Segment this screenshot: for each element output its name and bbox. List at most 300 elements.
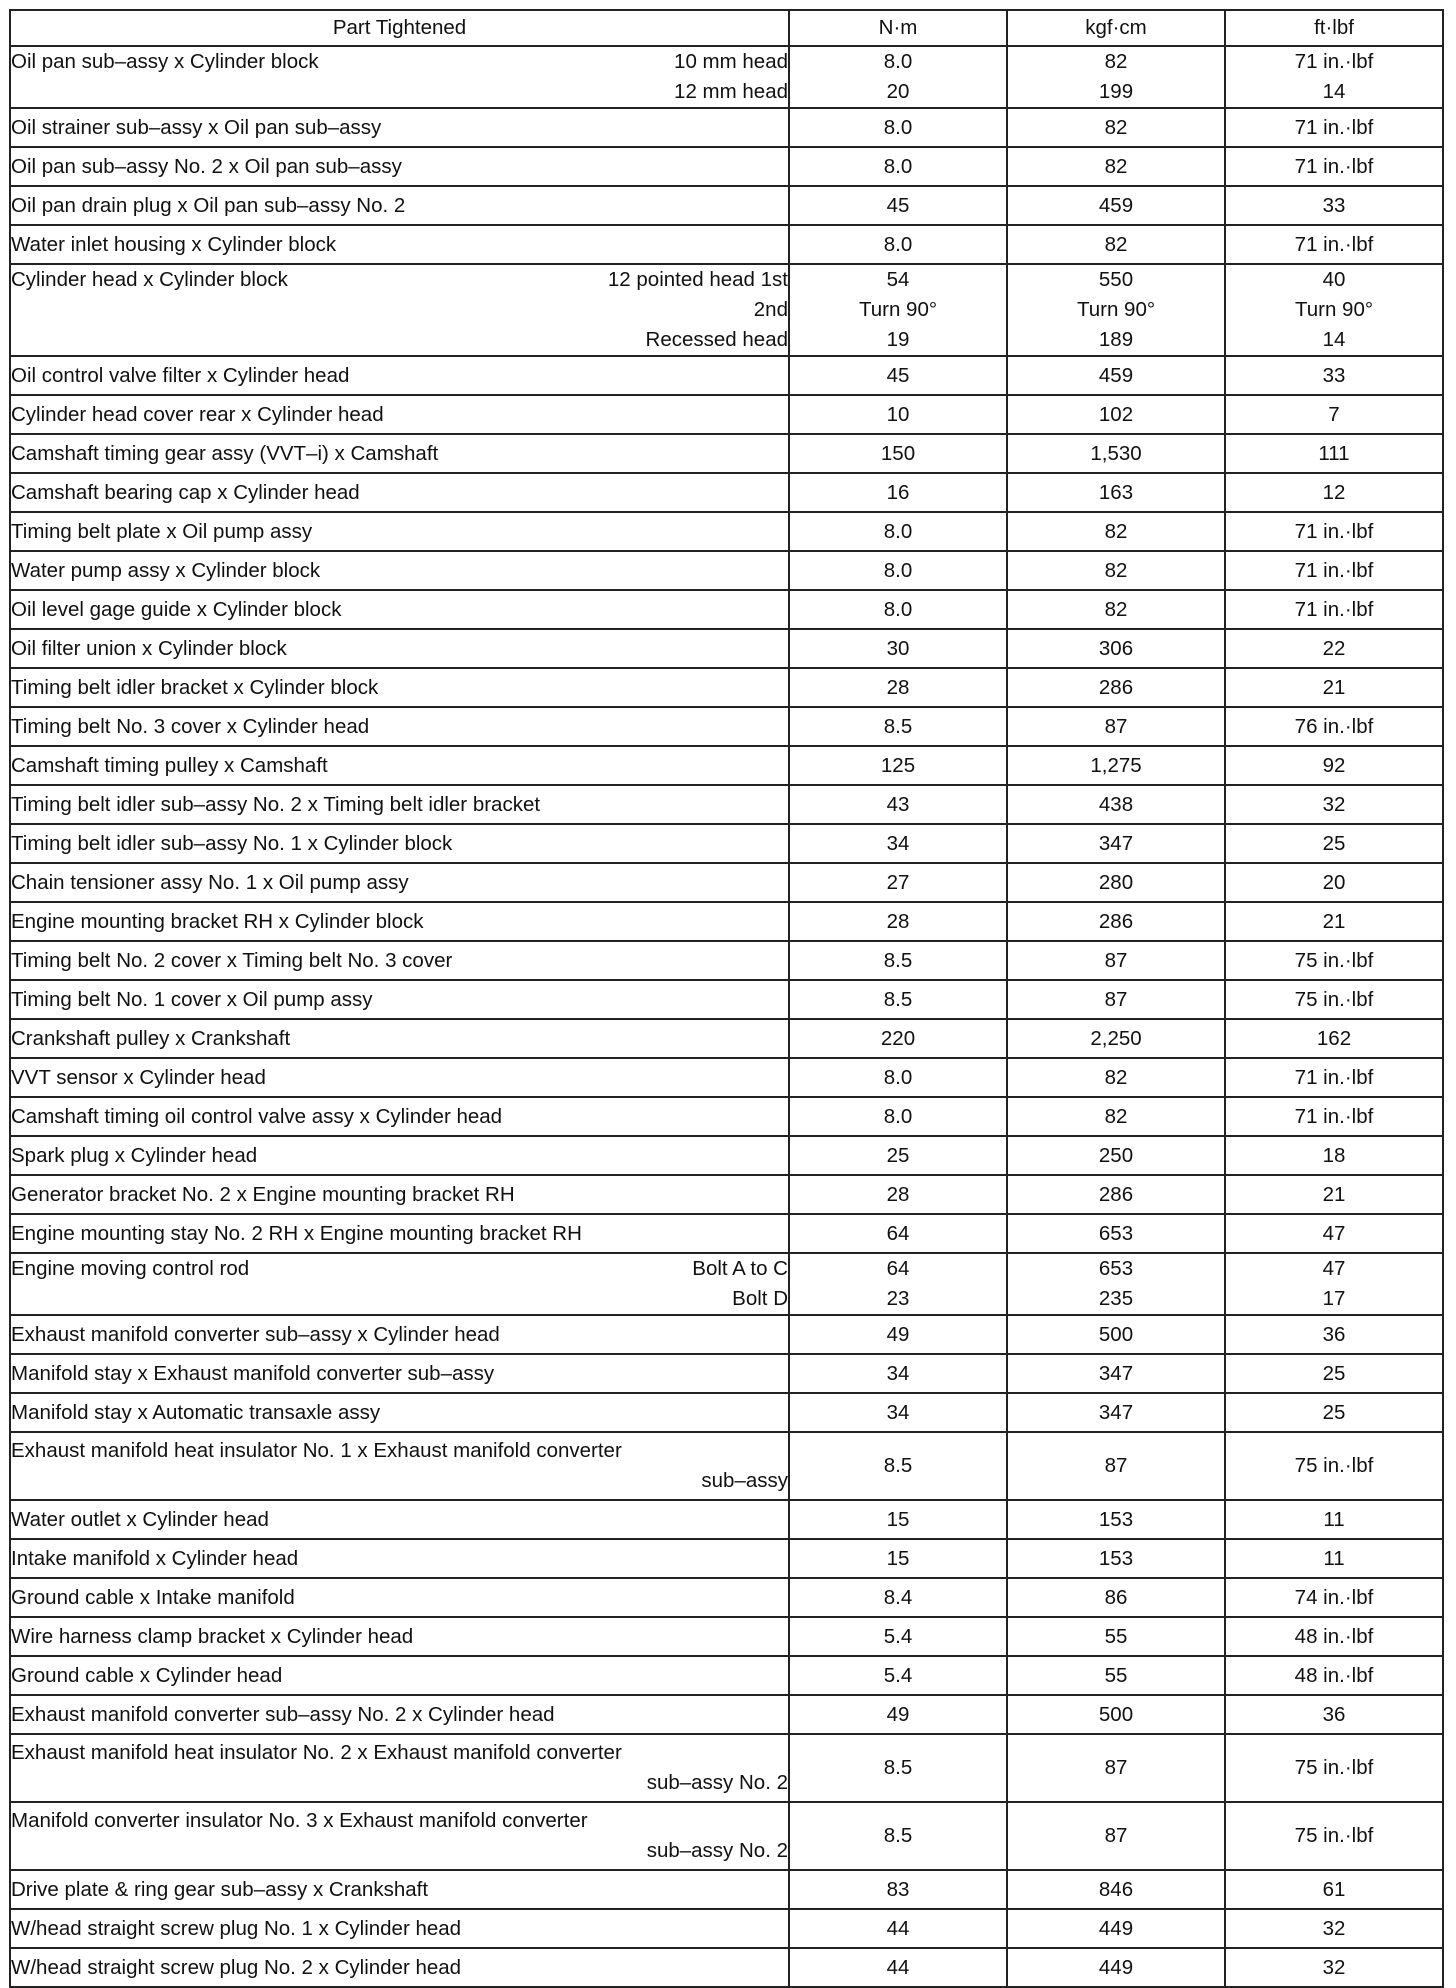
nm-cell	[789, 512, 1007, 551]
kgf-cm-cell	[1007, 1214, 1225, 1253]
nm-cell	[789, 1393, 1007, 1432]
part-tightened-cell	[10, 551, 789, 590]
table-row	[10, 668, 1443, 707]
kgf-cm-value: 102	[1098, 402, 1134, 426]
nm-value: 125	[880, 753, 916, 777]
table-row	[10, 980, 1443, 1019]
ft-lbf-value: 76 in.·lbf	[1294, 714, 1374, 738]
nm-cell	[789, 1500, 1007, 1539]
nm-cell	[789, 824, 1007, 863]
nm-cell	[789, 785, 1007, 824]
part-name: Timing belt idler bracket x Cylinder block	[11, 675, 379, 699]
ft-lbf-value: 71 in.·lbf	[1294, 1104, 1374, 1128]
nm-value: 8.0	[883, 115, 913, 139]
part-line	[11, 985, 788, 1015]
ft-lbf-cell	[1225, 746, 1443, 785]
part-name: Crankshaft pulley x Crankshaft	[11, 1026, 291, 1050]
part-name: Wire harness clamp bracket x Cylinder head	[11, 1624, 414, 1648]
ft-lbf-cell	[1225, 1802, 1443, 1870]
kgf-cm-value: 280	[1098, 870, 1134, 894]
part-tightened-cell	[10, 395, 789, 434]
ft-lbf-cell	[1225, 186, 1443, 225]
part-line	[11, 634, 788, 664]
nm-cell	[789, 1175, 1007, 1214]
part-tightened-cell	[10, 707, 789, 746]
ft-lbf-value: 75 in.·lbf	[1294, 1756, 1374, 1779]
part-tightened-cell	[10, 473, 789, 512]
part-name: Timing belt idler sub–assy No. 2 x Timing belt idler bracket	[11, 792, 541, 816]
table-row	[10, 395, 1443, 434]
part-name: Ground cable x Intake manifold	[11, 1585, 295, 1609]
kgf-cm-value: 235	[1098, 1287, 1134, 1310]
part-name: Camshaft timing oil control valve assy x Cylinder head	[11, 1104, 503, 1128]
part-line	[11, 1320, 788, 1350]
table-row	[10, 746, 1443, 785]
header-row	[10, 10, 1443, 46]
ft-lbf-cell	[1225, 707, 1443, 746]
ft-lbf-value: 71 in.·lbf	[1294, 597, 1374, 621]
table-row	[10, 1393, 1443, 1432]
nm-cell	[789, 1734, 1007, 1802]
ft-lbf-cell	[1225, 590, 1443, 629]
kgf-cm-value: 459	[1098, 363, 1134, 387]
nm-cell	[789, 1695, 1007, 1734]
table-row	[10, 863, 1443, 902]
ft-lbf-cell	[1225, 1909, 1443, 1948]
nm-cell	[789, 1617, 1007, 1656]
table-row	[10, 108, 1443, 147]
ft-lbf-cell	[1225, 824, 1443, 863]
kgf-cm-cell	[1007, 824, 1225, 863]
part-name: Timing belt No. 1 cover x Oil pump assy	[11, 987, 373, 1011]
part-line	[11, 439, 788, 469]
part-name: Drive plate & ring gear sub–assy x Crankshaft	[11, 1877, 429, 1901]
ft-lbf-cell	[1225, 1500, 1443, 1539]
kgf-cm-value: 82	[1104, 1104, 1128, 1128]
nm-value: 16	[886, 480, 910, 504]
part-name: Water outlet x Cylinder head	[11, 1507, 269, 1531]
ft-lbf-cell	[1225, 264, 1443, 356]
part-line	[11, 361, 788, 391]
kgf-cm-value: 1,530	[1090, 441, 1142, 465]
table-row	[10, 225, 1443, 264]
ft-lbf-value: 25	[1322, 1361, 1346, 1385]
ft-lbf-cell	[1225, 902, 1443, 941]
part-name: Camshaft bearing cap x Cylinder head	[11, 480, 360, 504]
kgf-cm-cell	[1007, 785, 1225, 824]
kgf-cm-value: 449	[1098, 1955, 1134, 1979]
table-row	[10, 1136, 1443, 1175]
ft-lbf-value: 75 in.·lbf	[1294, 1824, 1374, 1847]
part-tightened-cell	[10, 147, 789, 186]
ft-lbf-cell	[1225, 473, 1443, 512]
part-tightened-cell	[10, 512, 789, 551]
nm-value: 34	[886, 1400, 910, 1424]
kgf-cm-value: 82	[1104, 50, 1128, 73]
part-tightened-cell	[10, 1058, 789, 1097]
ft-lbf-cell	[1225, 1136, 1443, 1175]
kgf-cm-value: 82	[1104, 154, 1128, 178]
kgf-cm-value: 163	[1098, 480, 1134, 504]
part-tightened-cell	[10, 1695, 789, 1734]
kgf-cm-value: 286	[1098, 1182, 1134, 1206]
ft-lbf-value: 71 in.·lbf	[1294, 154, 1374, 178]
kgf-cm-cell	[1007, 1315, 1225, 1354]
part-line	[11, 1875, 788, 1905]
part-line-continued	[11, 1768, 788, 1798]
nm-value: 49	[886, 1322, 910, 1346]
nm-cell	[789, 1578, 1007, 1617]
part-name: Timing belt idler sub–assy No. 1 x Cylinder block	[11, 831, 453, 855]
part-line	[11, 191, 788, 221]
table-row	[10, 356, 1443, 395]
part-name: Oil level gage guide x Cylinder block	[11, 597, 342, 621]
kgf-cm-cell	[1007, 1695, 1225, 1734]
ft-lbf-value: 11	[1323, 1546, 1345, 1570]
part-line	[11, 1398, 788, 1428]
table-row	[10, 707, 1443, 746]
table-row	[10, 824, 1443, 863]
ft-lbf-cell	[1225, 785, 1443, 824]
part-name: Intake manifold x Cylinder head	[11, 1546, 299, 1570]
nm-value: 20	[886, 80, 910, 103]
nm-cell	[789, 264, 1007, 356]
part-name: Manifold converter insulator No. 3 x Exhaust manifold converter	[11, 1809, 588, 1832]
kgf-cm-cell	[1007, 1578, 1225, 1617]
part-qualifier: Bolt A to C	[692, 1257, 788, 1280]
part-line	[11, 517, 788, 547]
kgf-cm-value: 153	[1098, 1507, 1134, 1531]
nm-cell	[789, 356, 1007, 395]
part-line	[11, 1436, 788, 1466]
ft-lbf-value: 74 in.·lbf	[1294, 1585, 1374, 1609]
part-line	[11, 1180, 788, 1210]
part-name: Exhaust manifold heat insulator No. 2 x Exhaust manifold converter	[11, 1741, 622, 1764]
nm-cell	[789, 707, 1007, 746]
ft-lbf-cell	[1225, 1734, 1443, 1802]
kgf-cm-value: 82	[1104, 558, 1128, 582]
nm-cell	[789, 395, 1007, 434]
nm-value: 8.0	[883, 154, 913, 178]
table-row	[10, 1019, 1443, 1058]
kgf-cm-cell	[1007, 1656, 1225, 1695]
nm-cell	[789, 225, 1007, 264]
part-tightened-cell	[10, 1578, 789, 1617]
table-row	[10, 1500, 1443, 1539]
nm-cell	[789, 980, 1007, 1019]
ft-lbf-value: 75 in.·lbf	[1294, 948, 1374, 972]
kgf-cm-cell	[1007, 434, 1225, 473]
part-line	[11, 595, 788, 625]
ft-lbf-cell	[1225, 1214, 1443, 1253]
nm-value: 45	[886, 193, 910, 217]
ft-lbf-value: 48 in.·lbf	[1294, 1624, 1374, 1648]
part-tightened-cell	[10, 1500, 789, 1539]
nm-cell	[789, 1354, 1007, 1393]
part-tightened-cell	[10, 1539, 789, 1578]
ft-lbf-value: 71 in.·lbf	[1294, 1065, 1374, 1089]
ft-lbf-cell	[1225, 1058, 1443, 1097]
table-body	[10, 46, 1443, 1987]
part-qualifier: Recessed head	[645, 328, 788, 351]
part-line	[11, 1219, 788, 1249]
kgf-cm-cell	[1007, 512, 1225, 551]
kgf-cm-value: 653	[1098, 1221, 1134, 1245]
part-qualifier: Bolt D	[732, 1287, 788, 1310]
part-tightened-cell	[10, 1432, 789, 1500]
table-row	[10, 1253, 1443, 1315]
part-line	[11, 1806, 788, 1836]
nm-cell	[789, 551, 1007, 590]
ft-lbf-value: 92	[1322, 753, 1346, 777]
nm-value: 8.5	[883, 1454, 913, 1477]
ft-lbf-cell	[1225, 434, 1443, 473]
kgf-cm-value: 459	[1098, 193, 1134, 217]
table-row	[10, 941, 1443, 980]
part-tightened-cell	[10, 1214, 789, 1253]
part-name-continued: sub–assy	[701, 1469, 788, 1492]
table-row	[10, 1432, 1443, 1500]
kgf-cm-value: 82	[1104, 232, 1128, 256]
part-name: Manifold stay x Exhaust manifold converter sub–assy	[11, 1361, 495, 1385]
ft-lbf-value: 18	[1322, 1143, 1346, 1167]
part-tightened-cell	[10, 668, 789, 707]
ft-lbf-value: 25	[1322, 1400, 1346, 1424]
part-name: Generator bracket No. 2 x Engine mounting bracket RH	[11, 1182, 515, 1206]
ft-lbf-cell	[1225, 395, 1443, 434]
nm-value: 44	[886, 1916, 910, 1940]
part-qualifier: 2nd	[753, 298, 788, 321]
part-qualifier: 12 mm head	[674, 80, 788, 103]
kgf-cm-value: 653	[1098, 1257, 1134, 1280]
part-tightened-cell	[10, 1656, 789, 1695]
part-line	[11, 1544, 788, 1574]
ft-lbf-cell	[1225, 941, 1443, 980]
part-line	[11, 790, 788, 820]
ft-lbf-value: 71 in.·lbf	[1294, 519, 1374, 543]
kgf-cm-cell	[1007, 46, 1225, 108]
part-name: Engine mounting bracket RH x Cylinder block	[11, 909, 424, 933]
nm-value: 23	[886, 1287, 910, 1310]
kgf-cm-cell	[1007, 1539, 1225, 1578]
kgf-cm-cell	[1007, 108, 1225, 147]
part-tightened-cell	[10, 746, 789, 785]
nm-value: 43	[886, 792, 910, 816]
nm-value: 8.0	[883, 558, 913, 582]
part-name: Camshaft timing gear assy (VVT–i) x Camshaft	[11, 441, 439, 465]
table-row	[10, 1695, 1443, 1734]
kgf-cm-cell	[1007, 980, 1225, 1019]
ft-lbf-cell	[1225, 1097, 1443, 1136]
kgf-cm-value: 250	[1098, 1143, 1134, 1167]
kgf-cm-value: 55	[1104, 1663, 1128, 1687]
ft-lbf-value: 22	[1322, 636, 1346, 660]
nm-value: 19	[886, 328, 910, 351]
ft-lbf-cell	[1225, 225, 1443, 264]
ft-lbf-value: 12	[1322, 480, 1346, 504]
table-row	[10, 1802, 1443, 1870]
ft-lbf-cell	[1225, 1870, 1443, 1909]
part-tightened-cell	[10, 1097, 789, 1136]
part-line	[11, 152, 788, 182]
part-line	[11, 295, 788, 325]
part-line	[11, 1661, 788, 1691]
table-row	[10, 1539, 1443, 1578]
part-line	[11, 1738, 788, 1768]
part-tightened-cell	[10, 264, 789, 356]
part-name: Manifold stay x Automatic transaxle assy	[11, 1400, 381, 1424]
part-line	[11, 325, 788, 355]
part-tightened-cell	[10, 863, 789, 902]
ft-lbf-value: 47	[1322, 1257, 1346, 1280]
ft-lbf-value: 71 in.·lbf	[1294, 50, 1374, 73]
part-line	[11, 1583, 788, 1613]
kgf-cm-cell	[1007, 356, 1225, 395]
table-row	[10, 512, 1443, 551]
part-tightened-cell	[10, 1393, 789, 1432]
table-row	[10, 785, 1443, 824]
ft-lbf-cell	[1225, 512, 1443, 551]
kgf-cm-cell	[1007, 551, 1225, 590]
part-name: Exhaust manifold converter sub–assy x Cylinder head	[11, 1322, 500, 1346]
nm-cell	[789, 902, 1007, 941]
part-line	[11, 1284, 788, 1314]
nm-cell	[789, 1136, 1007, 1175]
part-tightened-cell	[10, 1617, 789, 1656]
nm-value: 8.0	[883, 232, 913, 256]
ft-lbf-value: 33	[1322, 193, 1346, 217]
nm-value: 5.4	[883, 1624, 913, 1648]
nm-value: 28	[886, 675, 910, 699]
part-name: Cylinder head cover rear x Cylinder head	[11, 402, 384, 426]
kgf-cm-cell	[1007, 1948, 1225, 1987]
ft-lbf-value: 21	[1322, 1182, 1346, 1206]
kgf-cm-value: 87	[1104, 1454, 1128, 1477]
nm-cell	[789, 108, 1007, 147]
kgf-cm-value: 82	[1104, 519, 1128, 543]
kgf-cm-cell	[1007, 225, 1225, 264]
kgf-cm-cell	[1007, 264, 1225, 356]
ft-lbf-cell	[1225, 629, 1443, 668]
nm-value: 8.0	[883, 519, 913, 543]
part-line	[11, 47, 788, 77]
part-tightened-cell	[10, 186, 789, 225]
part-line	[11, 265, 788, 295]
part-line	[11, 1254, 788, 1284]
nm-value: 8.5	[883, 714, 913, 738]
kgf-cm-cell	[1007, 147, 1225, 186]
kgf-cm-value: 87	[1104, 1756, 1128, 1779]
kgf-cm-value: 550	[1098, 268, 1134, 291]
part-tightened-cell	[10, 785, 789, 824]
nm-cell	[789, 1802, 1007, 1870]
kgf-cm-cell	[1007, 1802, 1225, 1870]
ft-lbf-cell	[1225, 356, 1443, 395]
ft-lbf-cell	[1225, 1617, 1443, 1656]
ft-lbf-value: 33	[1322, 363, 1346, 387]
table-row	[10, 1656, 1443, 1695]
kgf-cm-value: 846	[1098, 1877, 1134, 1901]
part-line	[11, 1141, 788, 1171]
ft-lbf-value: 36	[1322, 1322, 1346, 1346]
part-name: Exhaust manifold converter sub–assy No. 2 x Cylinder head	[11, 1702, 555, 1726]
ft-lbf-cell	[1225, 863, 1443, 902]
kgf-cm-value: 347	[1098, 1361, 1134, 1385]
kgf-cm-cell	[1007, 1870, 1225, 1909]
kgf-cm-value: 189	[1098, 328, 1134, 351]
kgf-cm-cell	[1007, 1432, 1225, 1500]
kgf-cm-value: 82	[1104, 597, 1128, 621]
part-tightened-cell	[10, 46, 789, 108]
kgf-cm-cell	[1007, 1354, 1225, 1393]
nm-value: 10	[886, 402, 910, 426]
nm-value: 8.5	[883, 987, 913, 1011]
nm-value: 64	[886, 1221, 910, 1245]
nm-value: 150	[880, 441, 916, 465]
part-line	[11, 829, 788, 859]
kgf-cm-cell	[1007, 1175, 1225, 1214]
part-name-continued: sub–assy No. 2	[646, 1771, 788, 1794]
nm-value: 15	[886, 1546, 910, 1570]
part-tightened-cell	[10, 941, 789, 980]
part-name: VVT sensor x Cylinder head	[11, 1065, 266, 1089]
part-tightened-cell	[10, 980, 789, 1019]
nm-cell	[789, 1315, 1007, 1354]
ft-lbf-value: 111	[1318, 441, 1350, 465]
part-tightened-cell	[10, 1948, 789, 1987]
table-row	[10, 434, 1443, 473]
kgf-cm-cell	[1007, 1253, 1225, 1315]
kgf-cm-value: 87	[1104, 714, 1128, 738]
part-qualifier: 12 pointed head 1st	[607, 268, 788, 291]
ft-lbf-value: 71 in.·lbf	[1294, 115, 1374, 139]
table-row	[10, 1578, 1443, 1617]
nm-value: 49	[886, 1702, 910, 1726]
kgf-cm-cell	[1007, 941, 1225, 980]
nm-value: 54	[886, 268, 910, 291]
nm-cell	[789, 1253, 1007, 1315]
nm-cell	[789, 668, 1007, 707]
part-name: Oil control valve filter x Cylinder head	[11, 363, 350, 387]
kgf-cm-cell	[1007, 1019, 1225, 1058]
part-tightened-cell	[10, 629, 789, 668]
nm-value: 8.0	[883, 1104, 913, 1128]
nm-value: 8.0	[883, 597, 913, 621]
ft-lbf-value: 40	[1322, 268, 1346, 291]
table-row	[10, 902, 1443, 941]
ft-lbf-cell	[1225, 1315, 1443, 1354]
part-qualifier: 10 mm head	[674, 50, 788, 73]
ft-lbf-cell	[1225, 1019, 1443, 1058]
nm-value: 8.0	[883, 1065, 913, 1089]
part-name: Ground cable x Cylinder head	[11, 1663, 283, 1687]
nm-value: 34	[886, 831, 910, 855]
kgf-cm-cell	[1007, 473, 1225, 512]
table-row	[10, 1354, 1443, 1393]
ft-lbf-value: 14	[1322, 328, 1346, 351]
nm-cell	[789, 434, 1007, 473]
part-line	[11, 1700, 788, 1730]
nm-value: 8.5	[883, 1824, 913, 1847]
kgf-cm-value: 500	[1098, 1702, 1134, 1726]
part-tightened-cell	[10, 1136, 789, 1175]
kgf-cm-value: 199	[1098, 80, 1134, 103]
kgf-cm-value: 82	[1104, 1065, 1128, 1089]
nm-cell	[789, 46, 1007, 108]
part-tightened-cell	[10, 824, 789, 863]
ft-lbf-value: 48 in.·lbf	[1294, 1663, 1374, 1687]
nm-cell	[789, 1539, 1007, 1578]
